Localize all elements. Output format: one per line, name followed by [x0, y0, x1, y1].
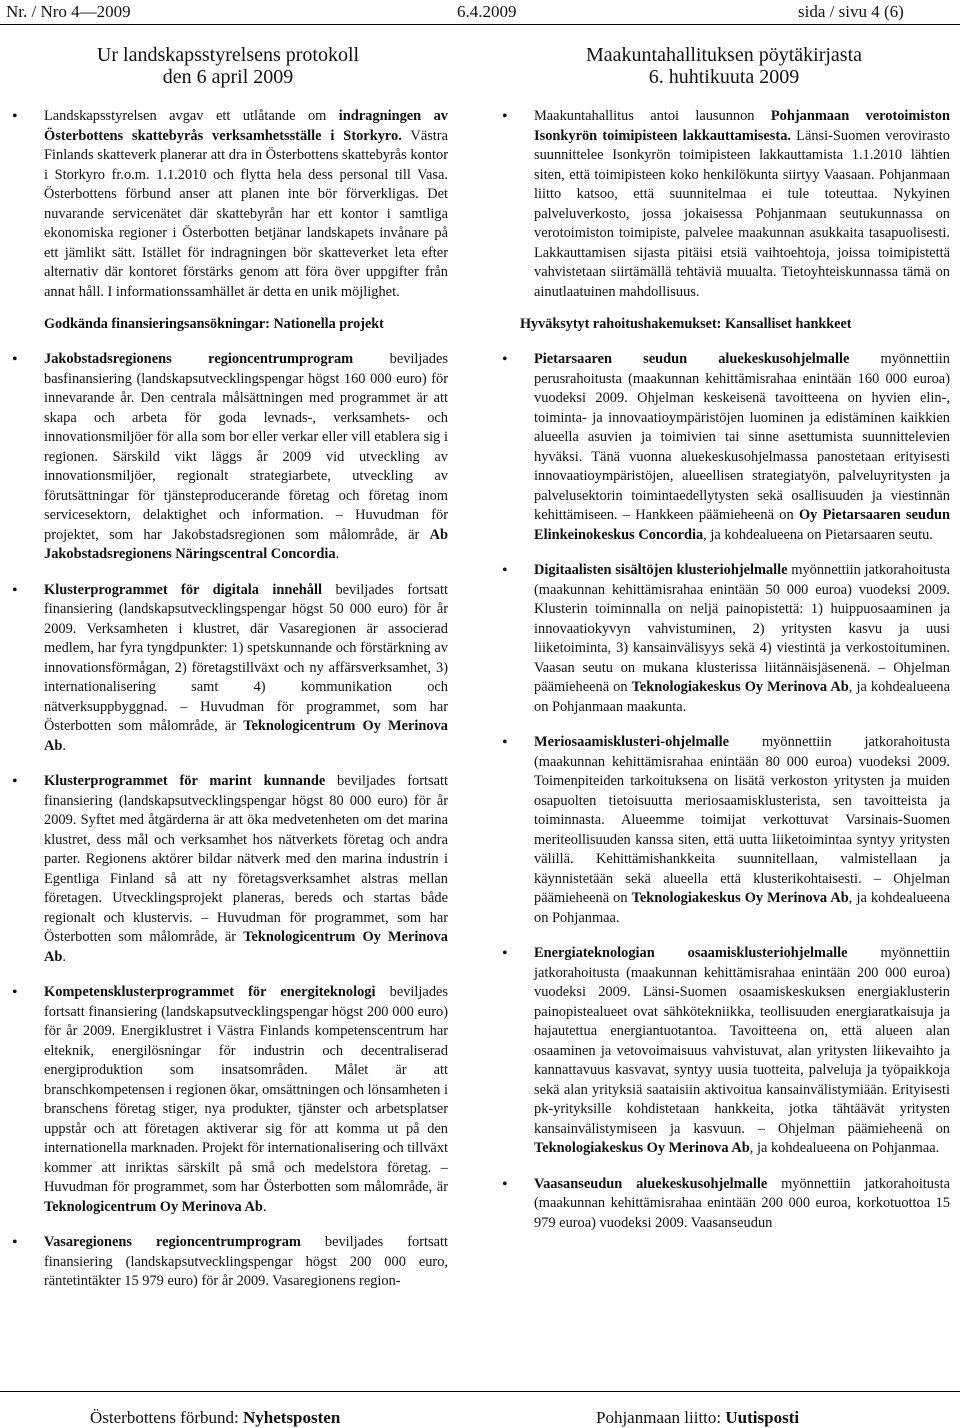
list-item: • Klusterprogrammet för marint kunnande beviljades fortsatt finansiering (landskapsutvecklingspengar högst 80 000 euro) för år 2009. Syftet med åtgärderna är att öka medvetenheten om det marina klustret, dess mål och verksamhet hos nätverkets företag och andra parter. Regionens aktörer bildar nätverk med den marina industrin i Egentliga Finland så att ny företagsverksamhet alstras mellan företagen. Utvecklingsprojekt planeras, bereds och startas både regionalt och klustervis. – Huvudman för programmet, som har Österbotten som målområde, är Teknologicentrum Oy Merinova Ab.	[8, 772, 448, 967]
list-item: • Landskapsstyrelsen avgav ett utlåtande om indragningen av Österbottens skattebyrås verksamhetsställe i Storkyro. Västra Finlands skatteverk planerar att dra in Österbottens skattebyrås kontor i Storkyro fr.o.m. 1.1.2010 och flytta hela dess personal till Vasa. Österbottens förbund anser att planen inte bör förverkligas. Det nuvarande servicenätet där skattebyrån har ett kontor i samtliga ekonomiska regioner i Österbotten betjänar landskapets invånare på ett jämlikt sätt. Istället för indragningen bör skatteverket leta efter alternativ där kontoret förstärks genom att föra över uppgifter från annat håll. I informationssamhället är detta en unik möjlighet.	[8, 107, 448, 302]
footer-left: Österbottens förbund: Nyhetsposten	[90, 1408, 341, 1427]
page-number: sida / sivu 4 (6)	[798, 2, 904, 21]
section-subheading: Hyväksytyt rahoitushakemukset: Kansalliset hankkeet	[520, 316, 852, 332]
header-date: 6.4.2009	[457, 2, 517, 21]
list-item: • Vaasanseudun aluekeskusohjelmalle myönnettiin jatkorahoitusta (maakunnan kehittämisrahaa enintään 200 000 euroa, korkotuottoa 15 979 euroa) vuodeksi 2009. Vaasanseudun	[498, 1175, 950, 1234]
list-item: • Jakobstadsregionens regioncentrumprogram beviljades basfinansiering (landskapsutvecklingspengar högst 160 000 euro) för innevarande år. Den centrala målsättningen med programmet är att skapa och arbeta för goda levnads-, verksamhets- och innovationsmiljöer för alla som bor eller verkar eller vill etablera sig i regionen. Särskild vikt läggs år 2009 vid utveckling av innovationsmiljöer, regionalt strategiarbete, utveckling av förutsättningar för tjänsteproducerande företag och företag inom servicesektorn, delaktighet och information. – Huvudman för projektet, som har Jakobstadsregionen som målområde, är Ab Jakobstadsregionens Näringscentral Concordia.	[8, 350, 448, 565]
page-header	[0, 0, 960, 26]
footer-right: Pohjanmaan liitto: Uutisposti	[596, 1408, 800, 1427]
section-subheading: Godkända finansieringsansökningar: Nationella projekt	[44, 316, 384, 332]
list-item: • Klusterprogrammet för digitala innehåll beviljades fortsatt finansiering (landskapsutvecklingspengar högst 50 000 euro) för år 2009. Verksamheten i klustret, där Vasaregionen är associerad medlem, har fyra tyngdpunkter: 1) spetskunnande och förstärkning av innovationsförmågan, 2) företagstillväxt och ny affärsverksamhet, 3) internationalisering samt 4) kommunikation och nätverksuppbyggnad. – Huvudman för programmet, som har Österbotten som målområde, är Teknologicentrum Oy Merinova Ab.	[8, 581, 448, 757]
list-item: • Maakuntahallitus antoi lausunnon Pohjanmaan verotoimiston Isonkyrön toimipisteen lakkauttamisesta. Länsi-Suomen verovirasto suunnittelee Isonkyrön toimipisteen lakkauttamista 1.1.2010 lähtien siten, että toimipisteen koko henkilökunta siirtyy Vaasaan. Pohjanmaan liitto katsoo, että suunnitelmaa ei tule toteuttaa. Nykyinen palveluverkosto, jossa jokaisessa Pohjanmaan seutukunnassa on verotoimiston toimipiste, palvelee maakunnan asukkaita tasapuolisesti. Lakkauttamisen sijasta pitäisi etsiä vaihtoehtoja, joissa toimipistettä vahvistetaan siirtämällä tehtäviä muualta. Tietoyhteiskunnassa tämä on ainutlaatuinen mahdollisuus.	[498, 107, 950, 302]
list-item: • Energiateknologian osaamisklusteriohjelmalle myönnettiin jatkorahoitusta (maakunnan kehittämisrahaa enintään 200 000 euroa) vuodeksi 2009. Länsi-Suomen osaamiskeskuksen energiaklusterin painopistealueet ovat sähkötekniikka, teollisuuden energiaratkaisuja ja hajautettua energiantuotantoa. Tavoitteena on, että alueen alan osaaminen ja vetovoimaisuus vahvistuvat, alan yritysten liikevaihto ja kannattavuus kasvavat, syntyy uusia tuotteita, palveluja ja työpaikkoja sekä alan yrityksiä saataisiin aktivoitua kansainvälistymiään. Erityisesti pk-yrityksille kohdistetaan hankkeita, jotka tähtäävät yritysten kansainvälistymiseen ja kasvuun. – Ohjelman päämieheenä on Teknologiakeskus Oy Merinova Ab, ja kohdealueena on Pohjanmaa.	[498, 944, 950, 1159]
finnish-title: Maakuntahallituksen pöytäkirjasta 6. huhtikuuta 2009	[585, 44, 863, 88]
swedish-column	[8, 44, 448, 1292]
list-item: • Pietarsaaren seudun aluekeskusohjelmalle myönnettiin perusrahoitusta (maakunnan kehittämisrahaa enintään 160 000 euroa) vuodeksi 2009. Ohjelman keskeisenä tavoitteena on hyvien elin-, toiminta- ja innovaatioympäristöjen luominen ja edistäminen kaikkien alueella asuvien ja toimivien tai sinne asettumista suunnittelevien hyväksi. Tänä vuonna aluekeskusohjelmassa panostetaan erityisesti innovaatioympäristöjen, alueellisen strategiatyön, palveluyritysten ja palvelusektorin toimintaedellytysten sekä osallisuuden ja viestinnän kehittämiseen. – Hankkeen päämieheenä on Oy Pietarsaaren seudun Elinkeinokeskus Concordia, ja kohdealueena on Pietarsaaren seutu.	[498, 350, 950, 545]
list-item: • Vasaregionens regioncentrumprogram beviljades fortsatt finansiering (landskapsutvecklingspengar högst 200 000 euro, räntetintäkter 15 979 euro) för år 2009. Vasaregionens region-	[8, 1233, 448, 1292]
issue-number: Nr. / Nro 4—2009	[6, 2, 131, 21]
finnish-column	[498, 44, 950, 1233]
list-item: • Meriosaamisklusteri-ohjelmalle myönnettiin jatkorahoitusta (maakunnan kehittämisrahaa enintään 80 000 euroa) vuodeksi 2009. Toimenpiteiden tarkoituksena on lisätä verkoston yritysten ja muiden osapuolten tietoisuutta meriosaamisklusterista, sen tavoitteista ja toiminnasta. Alueemme toimijat verkottuvat Varsinais-Suomen meriteollisuuden kanssa siten, että uutta liiketoimintaa syntyy yritysten välillä. Kehittämishankkeita suunnitellaan, valmistellaan ja käynnistetään sekä alueella että klusterikohtaisesti. – Ohjelman päämieheenä on Teknologiakeskus Oy Merinova Ab, ja kohdealueena on Pohjanmaa.	[498, 733, 950, 928]
list-item: • Digitaalisten sisältöjen klusteriohjelmalle myönnettiin jatkorahoitusta (maakunnan kehittämisrahaa enintään 50 000 euroa) vuodeksi 2009. Klusterin toiminnalla on neljä painopistettä: 1) huippuosaaminen ja innovaatiokyvyn vahvistuminen, 2) yritysten kasvu ja uusi liiketoiminta, 3) kansainvälisyys sekä 4) viestintä ja verkostoituminen. Vaasan seutu on mukana klusterissa liitännäisjäsenenä. – Ohjelman päämieheenä on Teknologiakeskus Oy Merinova Ab, ja kohdealueena on Pohjanmaan maakunta.	[498, 561, 950, 717]
swedish-title: Ur landskapsstyrelsens protokoll den 6 april 2009	[96, 44, 360, 88]
footer-rule	[0, 1391, 960, 1392]
list-item: • Kompetensklusterprogrammet för energiteknologi beviljades fortsatt finansiering (landskapsutvecklingspengar högst 200 000 euro) för år 2009. Energiklustret i Västra Finlands kompetenscentrum har elteknik, energilösningar för industrin och decentraliserad energiproduktion som insatsområden. Målet är att branschkompetensen i regionen ökar, omsättningen och lönsamheten i branschens företag stiger, nya produkter, tjänster och arbetsplatser uppstår och att företagen aktiverar sig för att komma ut på den internationella marknaden. Projekt för internationalisering och tillväxt kommer att inriktas särskilt på små och medelstora företag. – Huvudman för programmet, som har Österbotten som målområde, är Teknologicentrum Oy Merinova Ab.	[8, 983, 448, 1217]
header-rule	[0, 24, 960, 25]
